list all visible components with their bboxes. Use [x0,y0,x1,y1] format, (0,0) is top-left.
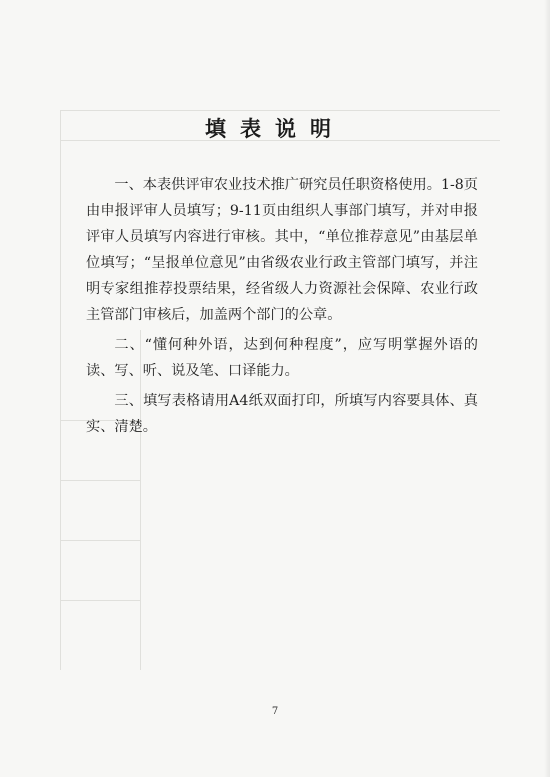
page-number: 7 [271,706,279,717]
bleed-through-line [60,600,140,601]
document-title: 填表说明 [205,116,345,141]
instruction-paragraph: 一、本表供评审农业技术推广研究员任职资格使用。1-8页由申报评审人员填写；9-11页由组织人事部门填写，并对申报评审人员填写内容进行审核。其中，“单位推荐意见”由基层单位填写；“呈报单位意见”由省级农业行政主管部门填写，并注明专家组推荐投票结果，经省级人力资源社会保障、农业行政主管部门审核后，加盖两个部门的公章。 [86,177,478,323]
instructions-body [86,172,478,444]
bleed-through-line [60,110,500,111]
bleed-through-line [60,540,140,541]
bleed-through-line [60,110,61,670]
bleed-through-line [60,480,140,481]
instruction-paragraph: 三、填写表格请用A4纸双面打印，所填写内容要具体、真实、清楚。 [86,393,478,435]
instruction-paragraph: 二、“懂何种外语，达到何种程度”，应写明掌握外语的读、写、听、说及笔、口译能力。 [86,337,478,379]
